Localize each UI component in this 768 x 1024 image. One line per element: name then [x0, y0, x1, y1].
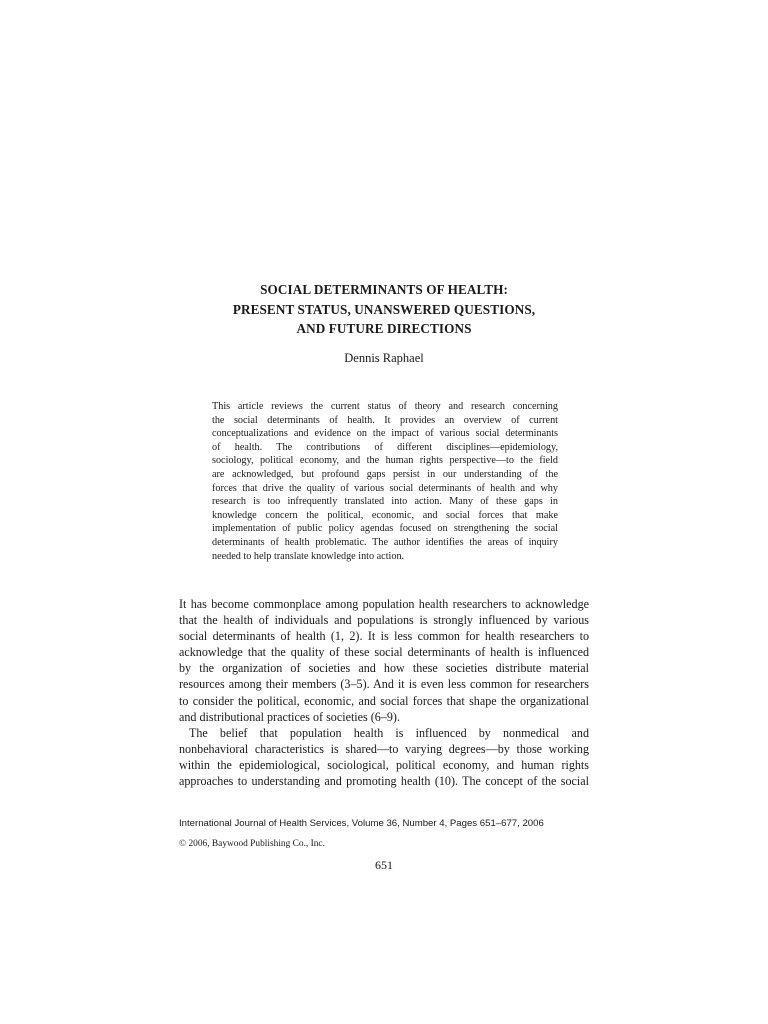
body-line: to consider the political, economic, and social forces that shape the organizational — [179, 693, 589, 708]
body-line: nonbehavioral characteristics is shared—to varying degrees—by those working — [179, 741, 589, 756]
title-line-2: PRESENT STATUS, UNANSWERED QUESTIONS, — [232, 301, 536, 317]
page-number: 651 — [375, 858, 393, 872]
body-line: resources among their members (3–5). And it is even less common for researchers — [179, 677, 589, 692]
abstract — [212, 400, 558, 563]
abstract-line: forces that drive the quality of various social determinants of health and why — [212, 482, 558, 494]
abstract-line: the social determinants of health. It provides an overview of current — [212, 414, 558, 426]
abstract-line: determinants of health problematic. The author identifies the areas of inquiry — [212, 536, 558, 548]
body-line: The belief that population health is influenced by nonmedical and — [189, 725, 589, 740]
copyright-notice: © 2006, Baywood Publishing Co., Inc. — [179, 839, 325, 849]
title-line-3: AND FUTURE DIRECTIONS — [296, 321, 472, 336]
body-line: acknowledge that the quality of these social determinants of health is influenced — [179, 645, 589, 660]
abstract-line: knowledge concern the political, economic, and social forces that make — [212, 509, 558, 521]
title-line-1: SOCIAL DETERMINANTS OF HEALTH: — [260, 282, 508, 297]
abstract-line: of health. The contributions of different disciplines—epidemiology, — [212, 441, 558, 453]
body-line: that the health of individuals and populations is strongly influenced by various — [179, 613, 589, 628]
abstract-line: sociology, political economy, and the human rights perspective—to the field — [212, 455, 558, 467]
body-line: and distributional practices of societies (6–9). — [179, 709, 400, 724]
body-line: approaches to understanding and promoting health (10). The concept of the social — [179, 774, 589, 789]
abstract-line: This article reviews the current status of theory and research concerning — [212, 401, 558, 412]
body-line: It has become commonplace among population health researchers to acknowledge — [179, 597, 589, 611]
author-name: Dennis Raphael — [344, 351, 424, 365]
article-title — [0, 280, 768, 339]
abstract-line: research is too infrequently translated into action. Many of these gaps in — [212, 496, 558, 508]
abstract-line: are acknowledged, but profound gaps persist in our understanding of the — [212, 468, 558, 480]
abstract-line: implementation of public policy agendas focused on strengthening the social — [212, 523, 558, 535]
body-line: social determinants of health (1, 2). It is less common for health researchers to — [179, 629, 589, 644]
body-line: within the epidemiological, sociological, political economy, and human rights — [179, 757, 589, 772]
journal-info: International Journal of Health Services, Volume 36, Number 4, Pages 651–677, 2006 — [179, 818, 544, 829]
abstract-line: conceptualizations and evidence on the impact of various social determinants — [212, 428, 558, 440]
body-line: by the organization of societies and how these societies distribute material — [179, 661, 589, 676]
body-text — [179, 596, 589, 789]
abstract-line: needed to help translate knowledge into action. — [212, 550, 405, 562]
